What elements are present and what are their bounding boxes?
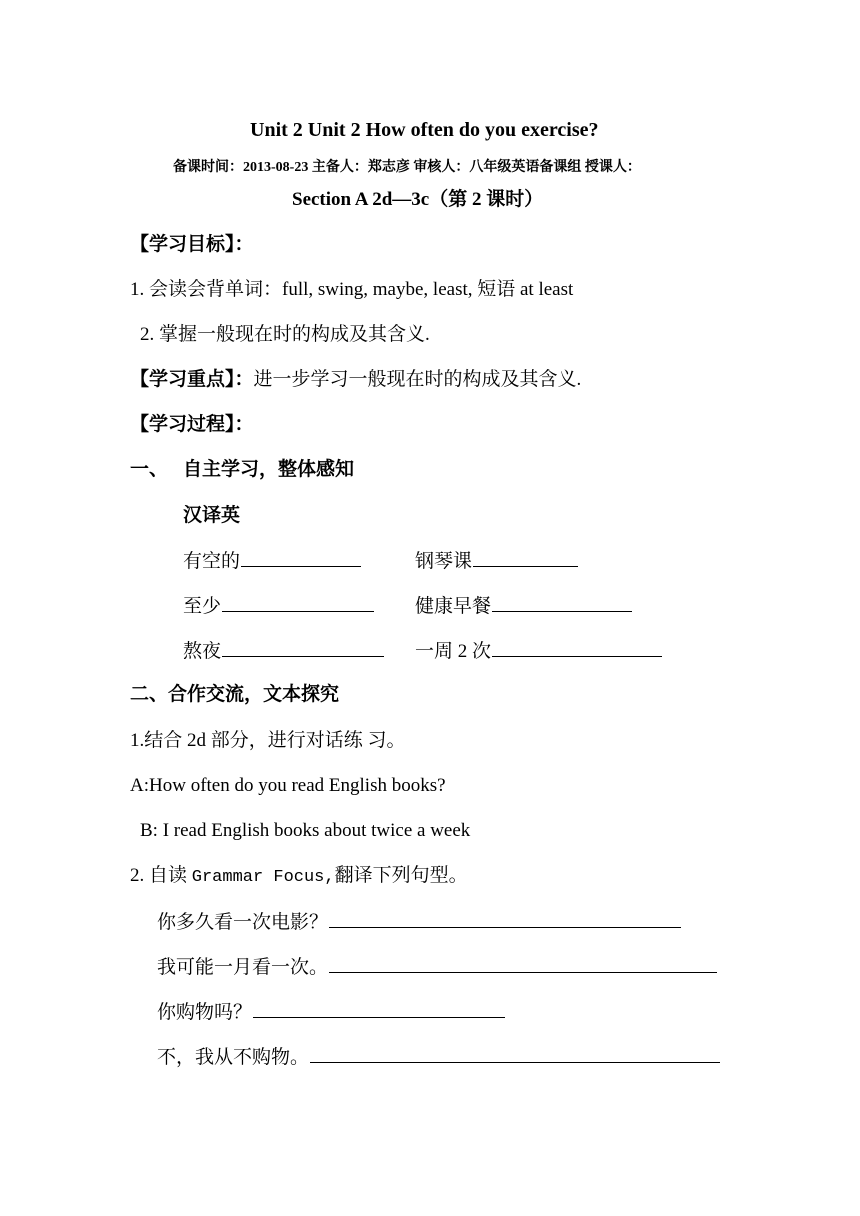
part2-item-1: 1.结合 2d 部分，进行对话练 习。	[130, 730, 406, 751]
answer-blank[interactable]	[492, 593, 632, 612]
vocab-prompt: 健康早餐	[415, 596, 492, 617]
dialog-line-b: B: I read English books about twice a week	[140, 820, 471, 841]
translate-prompt: 你购物吗？	[157, 1002, 253, 1023]
dialog-line-a: A:How often do you read English books?	[130, 775, 446, 796]
focus-line	[130, 368, 581, 392]
objective-item-1: 1. 会读会背单词：full, swing, maybe, least, 短语 at least	[130, 279, 574, 300]
part2-item-2	[130, 864, 468, 890]
process-heading: 【学习过程】：	[130, 414, 254, 435]
objectives-heading: 【学习目标】：	[130, 234, 254, 255]
vocab-item	[415, 638, 662, 664]
section-title: Section A 2d—3c（第 2 课时）	[292, 189, 544, 210]
translate-prompt: 你多久看一次电影？	[157, 912, 329, 933]
focus-text: 进一步学习一般现在时的构成及其含义.	[253, 369, 582, 390]
answer-blank[interactable]	[492, 638, 662, 657]
vocab-item	[183, 638, 384, 664]
item2-suffix: 翻译下列句型。	[334, 865, 468, 886]
vocab-prompt: 有空的	[183, 551, 241, 572]
item2-prefix: 2. 自读	[130, 865, 192, 886]
part1-subtitle: 汉译英	[183, 505, 241, 526]
page-title: Unit 2 Unit 2 How often do you exercise?	[250, 119, 599, 141]
answer-blank[interactable]	[222, 638, 384, 657]
answer-blank[interactable]	[329, 909, 681, 928]
translate-item	[157, 909, 681, 935]
answer-blank[interactable]	[310, 1044, 720, 1063]
vocab-item	[183, 593, 374, 619]
focus-heading: 【学习重点】：	[130, 369, 254, 390]
vocab-prompt: 一周 2 次	[415, 641, 492, 662]
vocab-item	[415, 548, 578, 574]
translate-prompt: 不，我从不购物。	[157, 1047, 310, 1068]
vocab-item	[183, 548, 361, 574]
objective-item-2: 2. 掌握一般现在时的构成及其含义.	[140, 324, 430, 345]
part1-number: 一、	[130, 459, 169, 480]
answer-blank[interactable]	[222, 593, 374, 612]
part1-title: 自主学习，整体感知	[183, 459, 355, 480]
vocab-prompt: 至少	[183, 596, 222, 617]
part2-title: 二、合作交流，文本探究	[130, 684, 340, 705]
vocab-prompt: 钢琴课	[415, 551, 473, 572]
translate-prompt: 我可能一月看一次。	[157, 957, 329, 978]
item2-grammar-focus: Grammar Focus,	[191, 868, 335, 887]
answer-blank[interactable]	[473, 548, 578, 567]
answer-blank[interactable]	[329, 954, 717, 973]
vocab-item	[415, 593, 632, 619]
answer-blank[interactable]	[253, 999, 505, 1018]
translate-item	[157, 999, 505, 1025]
answer-blank[interactable]	[241, 548, 361, 567]
lesson-meta: 备课时间：2013-08-23 主备人：郑志彦 审核人：八年级英语备课组 授课人：	[173, 160, 641, 175]
translate-item	[157, 1044, 720, 1070]
vocab-prompt: 熬夜	[183, 641, 222, 662]
translate-item	[157, 954, 717, 980]
